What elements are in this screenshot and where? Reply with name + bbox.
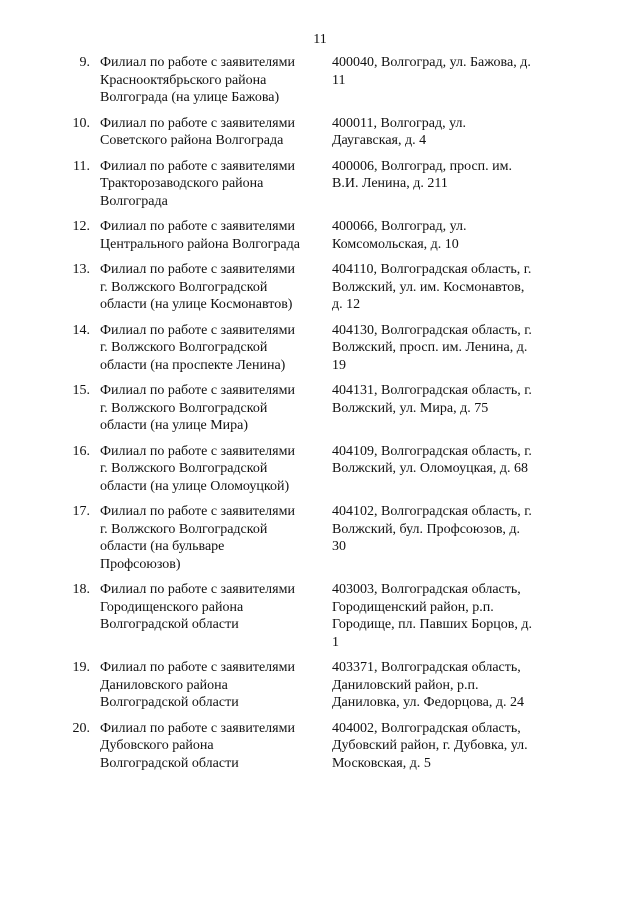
entry-number: 18.: [72, 582, 90, 597]
entry-number: 12.: [72, 219, 90, 234]
entry-number: 19.: [72, 660, 90, 675]
branch-address-line: 404109, Волгоградская область, г.: [332, 443, 532, 459]
branch-entry: [0, 503, 640, 573]
branch-address-line: Волжский, бул. Профсоюзов, д.: [332, 521, 521, 537]
branch-name-line: Филиал по работе с заявителями: [100, 660, 295, 675]
branch-address-line: Даугавская, д. 4: [332, 133, 427, 148]
branch-name-line: Филиал по работе с заявителями: [100, 219, 295, 234]
branch-address-line: Волжский, ул. им. Космонавтов,: [332, 279, 525, 295]
branch-name-line: Филиал по работе с заявителями: [100, 115, 295, 131]
branch-name: [100, 720, 322, 773]
branch-address-line: Даниловский район, р.п.: [332, 677, 479, 693]
branch-name-line: Советского района Волгограда: [100, 133, 284, 148]
branch-name-line: Филиал по работе с заявителями: [100, 582, 295, 597]
branch-name-line: г. Волжского Волгоградской: [100, 340, 268, 355]
branch-name-line: области (на улице Оломоуцкой): [100, 478, 290, 494]
branch-name-line: Волгоградской области: [100, 695, 239, 710]
branch-name: [100, 659, 322, 712]
branch-address-line: 19: [332, 357, 346, 373]
branch-entry: [0, 54, 640, 107]
branch-address-line: 404102, Волгоградская область, г.: [332, 504, 532, 519]
branch-name-line: области (на проспекте Ленина): [100, 357, 286, 373]
branch-name: [100, 322, 322, 375]
branch-address-line: д. 12: [332, 297, 361, 312]
branch-entry: [0, 443, 640, 496]
entry-number: 10.: [72, 115, 90, 131]
entry-number: 14.: [72, 322, 90, 338]
entry-number: 17.: [72, 504, 90, 519]
branch-address-line: Московская, д. 5: [332, 755, 431, 771]
branch-name: [100, 443, 322, 496]
branch-address-line: 400011, Волгоград, ул.: [332, 115, 466, 131]
branch-name: [100, 382, 322, 435]
branch-address: [332, 503, 562, 556]
branch-name-line: Тракторозаводского района: [100, 176, 264, 191]
branch-name-line: Филиал по работе с заявителями: [100, 158, 295, 174]
branch-name-line: г. Волжского Волгоградской: [100, 400, 268, 416]
branch-entry: [0, 322, 640, 375]
branch-address-line: 11: [332, 72, 346, 88]
branch-address-line: 400006, Волгоград, просп. им.: [332, 158, 513, 174]
branch-entry: [0, 382, 640, 435]
branch-name-line: Филиал по работе с заявителями: [100, 322, 295, 338]
branch-name-line: Филиал по работе с заявителями: [100, 504, 295, 519]
branch-entry: [0, 261, 640, 314]
branch-address-line: 404110, Волгоградская область, г.: [332, 262, 532, 277]
branch-address: [332, 659, 562, 712]
branch-address: [332, 382, 562, 417]
branch-address-line: Волжский, ул. Оломоуцкая, д. 68: [332, 461, 528, 476]
branch-name: [100, 218, 322, 253]
branch-entry: [0, 720, 640, 773]
branch-entry: [0, 218, 640, 253]
branch-name-line: Волгоградской области: [100, 755, 239, 771]
entry-number: 15.: [72, 383, 90, 398]
entry-number: 16.: [72, 443, 90, 459]
branch-address: [332, 115, 562, 150]
branch-name-line: Филиал по работе с заявителями: [100, 720, 295, 736]
branch-address: [332, 218, 562, 253]
branch-name: [100, 158, 322, 211]
entry-number: 13.: [72, 262, 90, 277]
branch-name: [100, 115, 322, 150]
branch-name-line: Даниловского района: [100, 677, 228, 693]
branch-name-line: г. Волжского Волгоградской: [100, 461, 268, 476]
branch-entry: [0, 115, 640, 150]
branch-address-line: В.И. Ленина, д. 211: [332, 176, 448, 191]
branch-address-line: 1: [332, 634, 339, 650]
branch-address-line: 403003, Волгоградская область,: [332, 582, 521, 597]
branch-address-line: 400040, Волгоград, ул. Бажова, д.: [332, 55, 531, 70]
branch-name-line: Профсоюзов): [100, 556, 181, 572]
entry-number: 11.: [73, 158, 90, 174]
entry-number: 9.: [79, 55, 90, 70]
branch-address-line: Волжский, ул. Мира, д. 75: [332, 400, 489, 416]
branch-address: [332, 261, 562, 314]
page-number: 11: [313, 32, 327, 47]
branch-address-line: 404002, Волгоградская область,: [332, 720, 521, 736]
branch-address-line: 404130, Волгоградская область, г.: [332, 322, 532, 338]
branch-name: [100, 261, 322, 314]
branch-name-line: Городищенского района: [100, 599, 244, 615]
branch-name-line: Краснооктябрьского района: [100, 72, 267, 88]
branch-name-line: Филиал по работе с заявителями: [100, 383, 295, 398]
branch-name-line: области (на бульваре: [100, 539, 225, 554]
branch-name-line: Волгограда (на улице Бажова): [100, 90, 280, 105]
branch-name-line: Волгоградской области: [100, 617, 239, 632]
branch-entry: [0, 659, 640, 712]
branch-address: [332, 581, 562, 651]
branch-name: [100, 581, 322, 634]
branch-address-line: Комсомольская, д. 10: [332, 236, 459, 252]
branch-address: [332, 443, 562, 478]
branch-name-line: Центрального района Волгограда: [100, 236, 300, 252]
branch-address-line: 404131, Волгоградская область, г.: [332, 383, 532, 398]
branch-address-line: 400066, Волгоград, ул.: [332, 219, 467, 234]
branch-address: [332, 54, 562, 89]
branch-name-line: Дубовского района: [100, 738, 214, 753]
branch-address-line: Дубовский район, г. Дубовка, ул.: [332, 738, 528, 753]
branch-address-line: 403371, Волгоградская область,: [332, 660, 521, 675]
branch-name-line: Филиал по работе с заявителями: [100, 262, 295, 277]
branch-address-line: Городище, пл. Павших Борцов, д.: [332, 617, 533, 632]
branch-name-line: области (на улице Мира): [100, 418, 249, 433]
branch-name-line: Филиал по работе с заявителями: [100, 443, 295, 459]
branch-name-line: г. Волжского Волгоградской: [100, 279, 268, 295]
branch-address-line: 30: [332, 539, 346, 554]
branch-name-line: Волгограда: [100, 193, 168, 209]
branch-name: [100, 54, 322, 107]
entry-number: 20.: [72, 720, 90, 736]
branch-name-line: г. Волжского Волгоградской: [100, 521, 268, 537]
branch-name-line: Филиал по работе с заявителями: [100, 55, 295, 70]
branch-address-line: Городищенский район, р.п.: [332, 599, 494, 615]
branch-address: [332, 720, 562, 773]
branch-entry: [0, 581, 640, 651]
branch-address: [332, 158, 562, 193]
branch-name-line: области (на улице Космонавтов): [100, 297, 293, 312]
branch-list: [0, 54, 640, 780]
branch-address: [332, 322, 562, 375]
branch-address-line: Даниловка, ул. Федорцова, д. 24: [332, 695, 524, 710]
branch-entry: [0, 158, 640, 211]
branch-name: [100, 503, 322, 573]
branch-address-line: Волжский, просп. им. Ленина, д.: [332, 340, 528, 355]
